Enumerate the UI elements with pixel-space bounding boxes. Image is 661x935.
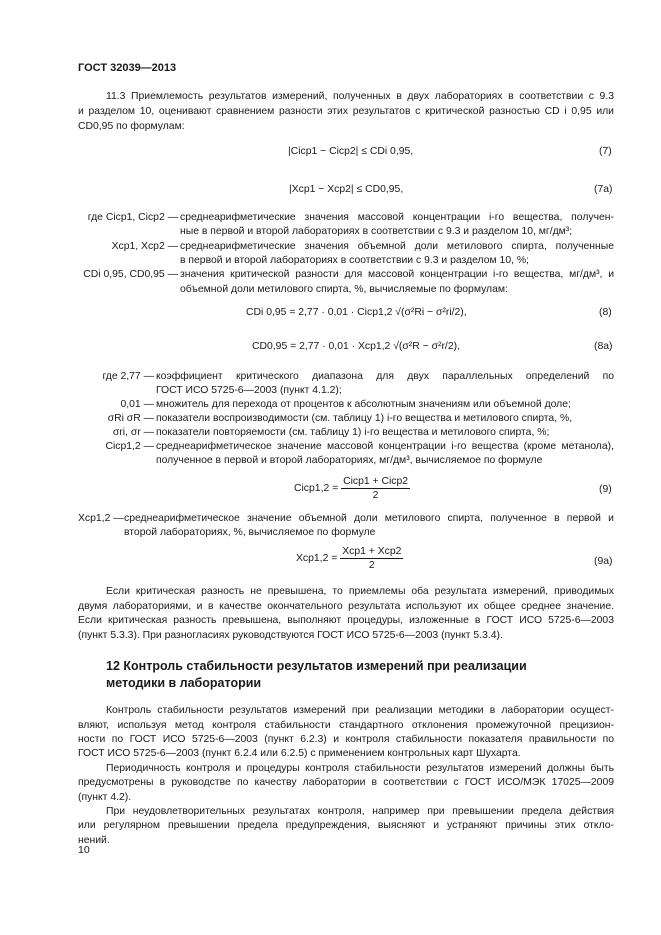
formula-9a-lhs: Xср1,2 = (296, 553, 338, 564)
def-symbol: 0,01 — (120, 399, 154, 410)
formula-9-lhs: Ciср1,2 = (294, 483, 339, 494)
def-text: полученное в первой и второй лабораториях, мг/дм³, вычисляемое по формуле (156, 455, 543, 466)
def-text: объемной доли метилового спирта, %, вычисляемые по формулам: (180, 284, 508, 295)
para-11-3-line3: CD0,95 по формулам: (78, 121, 185, 132)
s12-p1-line: ности по ГОСТ ИСО 5725-6—2003 (пункт 6.2.3) и контроля стабильности показателя правильности по (78, 734, 614, 745)
formula-9-denominator: 2 (372, 490, 379, 501)
def-text: среднеарифметические значения массовой концентрации i-го вещества, получен- (180, 212, 614, 223)
def-symbol: где 2,77 — (102, 371, 154, 382)
formula-9 (294, 476, 410, 501)
para-crit-line1: Если критическая разность не превышена, то приемлемы оба результата измерений, приводимых (106, 586, 614, 597)
def-symbol: σRi σR — (107, 413, 154, 424)
section-12-title-line1: 12 Контроль стабильности результатов измерений при реализации (106, 659, 527, 673)
def-symbol: где Ciср1, Ciср2 — (87, 212, 178, 223)
formula-7-number: (7) (599, 146, 612, 157)
para-crit-line2: двумя лабораториями, и в качестве окончательного результата используют их общее среднее значение. (78, 601, 614, 612)
formula-9a-numerator: Xср1 + Xср2 (342, 546, 402, 557)
def-text: множитель для перехода от процентов к абсолютным значениям или объемной доле; (156, 399, 571, 410)
def-text: второй лабораториях, %, вычисляемое по формуле (124, 527, 376, 538)
section-12-title-line2: методики в лаборатории (106, 676, 262, 690)
formula-7a-number: (7a) (594, 184, 613, 195)
para-crit-line3: Если критическая разность превышена, выполняют процедуры, изложенные в ГОСТ ИСО 5725-6—2003 (78, 615, 614, 626)
document-header: ГОСТ 32039—2013 (78, 62, 177, 74)
def-text: среднеарифметическое значение массовой концентрации i-го вещества (кроме метанола), (156, 441, 614, 452)
s12-p2-line: (пункт 4.2). (78, 792, 132, 803)
s12-p3-line: или регулярном превышении предела предупреждения, выясняют и устраняют причины этих откло- (78, 820, 614, 831)
formula-7: |Ciср1 − Ciср2| ≤ CDi 0,95, (288, 146, 414, 157)
formula-8: CDi 0,95 = 2,77 · 0,01 · Ciср1,2 √(σ²Ri − σ²ri/2), (246, 307, 467, 318)
def-text: ГОСТ ИСО 5725-6—2003 (пункт 4.1.2); (156, 385, 342, 396)
page-number: 10 (78, 844, 90, 856)
s12-p1-line: вляют, используя метод контроля стабильности стандартного отклонения промежуточной прецизион- (78, 720, 614, 731)
para-11-3-line2: и разделом 10, оценивают сравнением разности этих результатов с критической разностью CD i 0,95 или (78, 106, 614, 117)
def-text: показатели повторяемости (см. таблицу 1) i-го вещества и метилового спирта, %; (156, 427, 550, 438)
formula-9a (296, 546, 403, 571)
def-text: значения критической разности для массовой концентрации i-го вещества, мг/дм³, и (180, 269, 614, 280)
s12-p1-line: ГОСТ ИСО 5725-6—2003 (пункт 6.2.4 или 6.2.5) с применением контрольных карт Шухарта. (78, 748, 521, 759)
formula-9a-denominator: 2 (368, 560, 375, 571)
def-text: показатели воспроизводимости (см. таблицу 1) i-го вещества и метилового спирта, %, (156, 413, 573, 424)
s12-p1-line: Контроль стабильности результатов измерений при реализации методики в лаборатории осущест- (106, 705, 614, 716)
def-symbol: CDi 0,95, CD0,95 — (83, 269, 178, 280)
para-11-3-line1: 11.3 Приемлемость результатов измерений, полученных в двух лабораториях в соответствии с 9.3 (106, 91, 614, 102)
formula-9-fraction (341, 476, 410, 501)
section-12-heading (106, 658, 606, 692)
def-symbol: σri, σr — (112, 427, 154, 438)
def-symbol: Xср1,2 — (78, 513, 124, 524)
def-text: среднеарифметическое значение объемной доли метилового спирта, полученное в первой и (124, 513, 614, 524)
formula-9a-number: (9a) (594, 556, 613, 567)
formula-9a-fraction (340, 546, 403, 571)
para-crit-line4: (пункт 5.3.3). При разногласиях руководствуются ГОСТ ИСО 5725-6—2003 (пункт 5.3.4). (78, 630, 503, 641)
def-text: коэффициент критического диапазона для двух параллельных определений по (156, 371, 614, 382)
formula-9-numerator: Ciср1 + Ciср2 (343, 476, 409, 487)
def-text: в первой и второй лабораториях в соответствии с 9.3 и разделом 10, %; (180, 255, 530, 266)
def-text: ные в первой и второй лабораториях в соответствии с 9.3 и разделом 10, мг/дм³; (180, 226, 573, 237)
formula-8a: CD0,95 = 2,77 · 0,01 · Xср1,2 √(σ²R − σ²r/2), (252, 341, 460, 352)
formula-9-number: (9) (599, 484, 612, 495)
formula-8-number: (8) (599, 307, 612, 318)
s12-p2-line: Периодичность контроля и процедуры контроля стабильности результатов измерений должны быть (106, 763, 614, 774)
def-symbol: Xср1, Xср2 — (111, 241, 178, 252)
s12-p3-line: нений. (78, 835, 110, 846)
def-text: среднеарифметические значения объемной доли метилового спирта, полученные (180, 241, 614, 252)
formula-8a-number: (8a) (594, 341, 613, 352)
s12-p3-line: При неудовлетворительных результатах контроля, например при превышении предела действия (106, 806, 614, 817)
s12-p2-line: предусмотрены в руководстве по качеству лаборатории в соответствии с ГОСТ ИСО/МЭК 17025—2009 (78, 777, 614, 788)
def-symbol: Ciср1,2 — (105, 441, 154, 452)
formula-7a: |Xср1 − Xср2| ≤ CD0,95, (289, 184, 404, 195)
